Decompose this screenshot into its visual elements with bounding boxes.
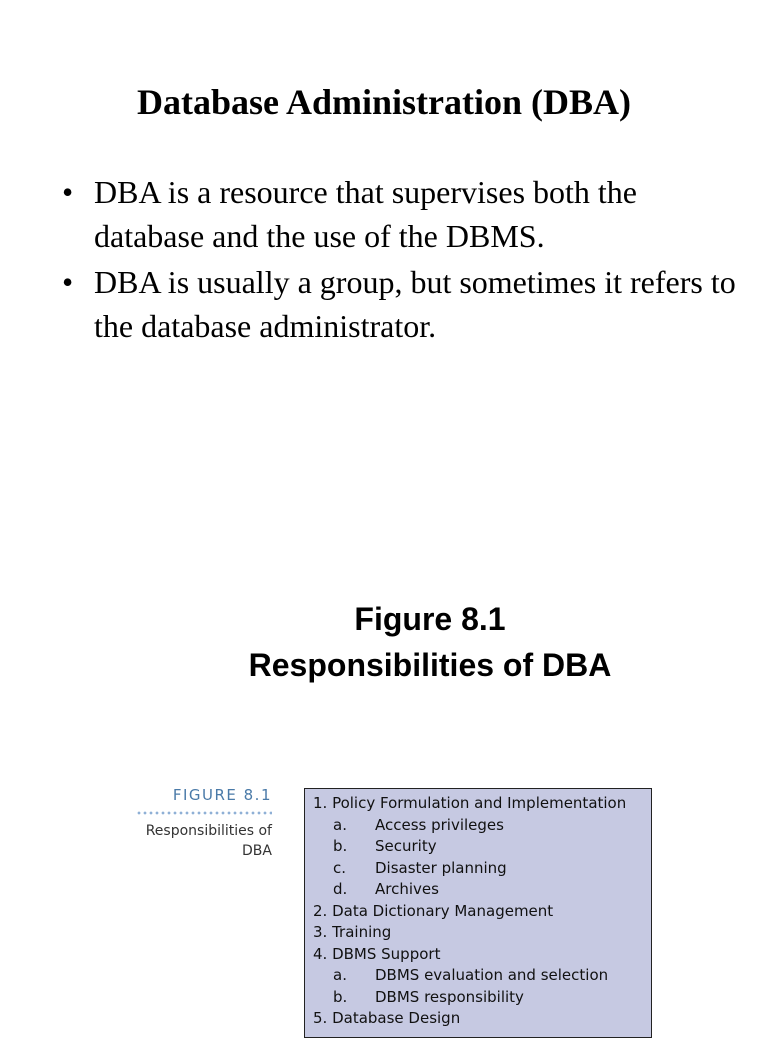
subitem-letter: a. bbox=[333, 966, 347, 984]
subitem-text: Security bbox=[375, 837, 437, 855]
bullet-item bbox=[58, 260, 738, 348]
responsibility-text: 5. Database Design bbox=[313, 1009, 461, 1027]
responsibility-subitem bbox=[313, 836, 651, 858]
subitem-letter: b. bbox=[333, 837, 348, 855]
figure-heading-title: Responsibilities of DBA bbox=[248, 647, 612, 683]
figure-heading bbox=[196, 596, 664, 688]
subitem-letter: c. bbox=[333, 858, 347, 877]
dotted-divider bbox=[136, 811, 272, 815]
bullet-icon: • bbox=[62, 264, 74, 300]
responsibility-text: 4. DBMS Support bbox=[313, 944, 441, 963]
bullet-list bbox=[58, 170, 738, 350]
responsibility-text: 3. Training bbox=[313, 923, 392, 941]
responsibility-subitem bbox=[313, 879, 651, 901]
subitem-text: Access privileges bbox=[375, 815, 504, 834]
figure-description bbox=[120, 821, 272, 861]
bullet-text: DBA is a resource that supervises both the database and the use of the DBMS. bbox=[94, 174, 637, 254]
figure-label: FIGURE 8.1 bbox=[172, 786, 272, 804]
responsibility-item bbox=[313, 793, 651, 815]
subitem-letter: a. bbox=[333, 815, 347, 834]
figure-description-line: Responsibilities of bbox=[145, 823, 272, 839]
responsibilities-box bbox=[304, 788, 652, 1038]
subitem-text: Disaster planning bbox=[375, 858, 507, 877]
responsibility-subitem bbox=[313, 858, 651, 880]
responsibility-text: 1. Policy Formulation and Implementation bbox=[313, 794, 627, 812]
responsibility-item bbox=[313, 901, 651, 923]
bullet-item bbox=[58, 170, 738, 258]
subitem-letter: b. bbox=[333, 987, 348, 1006]
figure-description-line: DBA bbox=[242, 843, 272, 859]
figure-caption bbox=[120, 785, 272, 861]
responsibility-subitem bbox=[313, 987, 651, 1009]
responsibility-subitem bbox=[313, 815, 651, 837]
subitem-text: DBMS responsibility bbox=[375, 987, 524, 1006]
responsibility-item bbox=[313, 944, 651, 966]
subitem-text: DBMS evaluation and selection bbox=[375, 966, 609, 984]
slide-title: Database Administration (DBA) bbox=[136, 82, 631, 122]
subitem-letter: d. bbox=[333, 880, 348, 898]
bullet-text: DBA is usually a group, but sometimes it refers to the database administrator. bbox=[94, 264, 736, 344]
responsibility-text: 2. Data Dictionary Management bbox=[313, 901, 554, 920]
bullet-icon: • bbox=[62, 174, 74, 210]
subitem-text: Archives bbox=[375, 880, 439, 898]
figure-heading-number: Figure 8.1 bbox=[354, 601, 506, 637]
responsibility-subitem bbox=[313, 965, 651, 987]
responsibility-item bbox=[313, 1008, 651, 1030]
responsibility-item bbox=[313, 922, 651, 944]
